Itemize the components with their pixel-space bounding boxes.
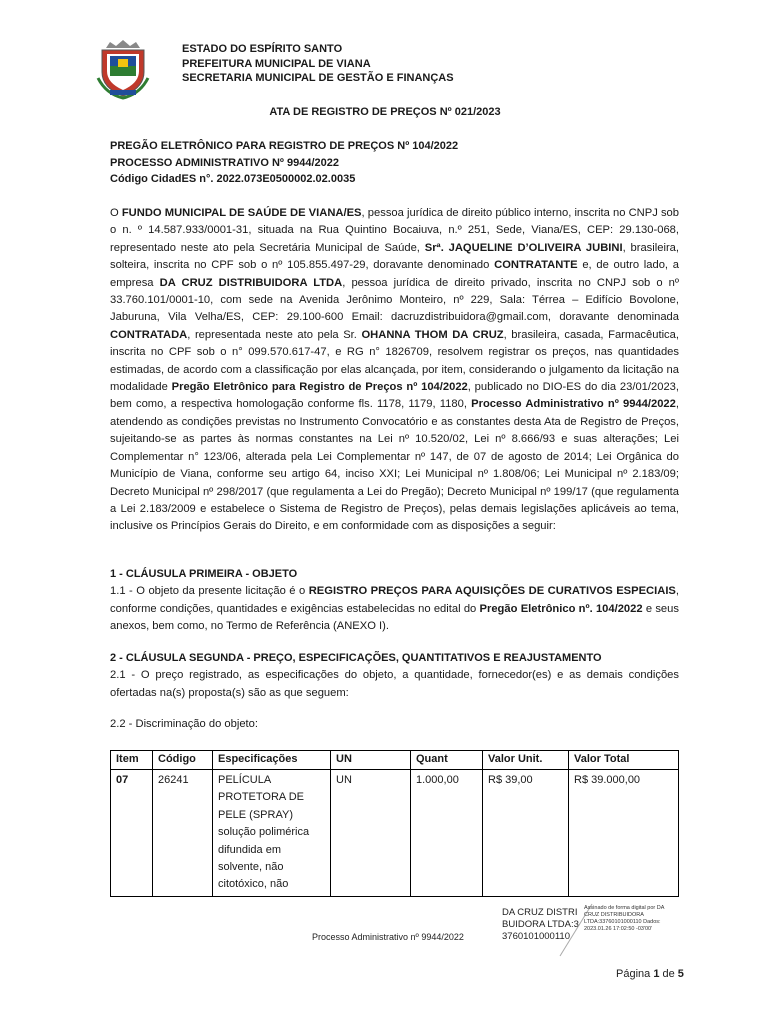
- cell-item: 07: [111, 770, 153, 897]
- object-table: [110, 750, 679, 897]
- ref-processo: PROCESSO ADMINISTRATIVO Nº 9944/2022: [110, 156, 339, 169]
- col-header-codigo: Código: [153, 751, 213, 770]
- clause-one-title: 1 - CLÁUSULA PRIMEIRA - OBJETO: [110, 568, 298, 580]
- header-state: ESTADO DO ESPÍRITO SANTO: [182, 43, 343, 55]
- table-header-row: [111, 751, 679, 770]
- clause-one: [110, 566, 679, 636]
- cell-codigo: 26241: [153, 770, 213, 897]
- page-indicator: Página 1 de 5: [616, 968, 684, 980]
- col-header-valor-total: Valor Total: [569, 751, 679, 770]
- col-header-quant: Quant: [411, 751, 483, 770]
- header-block: [182, 42, 454, 86]
- clause-two-sub: 2.2 - Discriminação do objeto:: [110, 718, 258, 730]
- preamble-paragraph: O FUNDO MUNICIPAL DE SAÚDE DE VIANA/ES, pessoa jurídica de direito público interno, inscrita no CNPJ sob o n. º 14.587.933/0001-31, situada na Rua Quintino Bocaiuva, n.º 251, Sede, Viana/ES, CEP: 29.130-068, representado neste ato pela Secretária Municipal de Saúde, Srª. JAQUELINE D’OLIVEIRA JUBINI, brasileira, solteira, inscrita no CPF sob o nº 105.855.497-29, doravante denominado CONTRATANTE e, de outro lado, a empresa DA CRUZ DISTRIBUIDORA LTDA, pessoa jurídica de direito privado, inscrita no CNPJ sob o nº 33.760.101/0001-10, com sede na Avenida Jerônimo Monteiro, nº 229, Sala: Térrea – Edifício Bovolone, Jaburuna, Vila Velha/ES, CEP: 29.100-600 Email: dacruzdistribuidora@gmail.com, doravante denominada CONTRATADA, representada neste ato pela Sr. OHANNA THOM DA CRUZ, brasileira, casada, Farmacêutica, inscrita no CPF sob o n° 099.570.617-47, e RG n° 1826709, resolvem registrar os preços, nas quantidades estimadas, de acordo com a classificação por elas alcançada, por item, considerando o julgamento da licitação na modalidade Pregão Eletrônico para Registro de Preços nº 104/2022, publicado no DIO-ES do dia 23/01/2023, bem como, a respectiva homologação conforme fls. 1178, 1179, 1180, Processo Administrativo nº 9944/2022, atendendo as condições previstas no Instrumento Convocatório e as constantes desta Ata de Registro de Preços, sujeitando-se as partes às normas constantes na Lei nº 10.520/02, Lei nº 8.666/93 e suas alterações; Lei Complementar n° 123/06, alterada pela Lei Complementar nº 147, de 07 de agosto de 2014; Lei Orgânica do Município de Viana, conforme seu artigo 64, inciso XXI; Lei Municipal nº 1.808/06; Lei Municipal nº 2.183/09; Decreto Municipal nº 298/2017 (que regulamenta a Lei do Pregão); Decreto Municipal nº 199/17 (que regulamenta a Lei 2.183/2009 e estabelece o Sistema de Registro de Preços), pelas demais legislações aplicáveis ao tema, inclusive os Princípios Gerais do Direito, e em conformidade com as disposições a seguir:: [110, 207, 680, 533]
- col-header-valor-unit: Valor Unit.: [483, 751, 569, 770]
- col-header-especificacoes: Especificações: [213, 751, 331, 770]
- municipal-crest-icon: [96, 38, 150, 100]
- header-city: PREFEITURA MUNICIPAL DE VIANA: [182, 57, 371, 70]
- header-department: SECRETARIA MUNICIPAL DE GESTÃO E FINANÇAS: [182, 72, 454, 84]
- cell-total: R$ 39.000,00: [569, 770, 679, 897]
- col-header-un: UN: [331, 751, 411, 770]
- cell-un: UN: [331, 770, 411, 897]
- clause-one-text: 1.1 - O objeto da presente licitação é o REGISTRO PREÇOS PARA AQUISIÇÕES DE CURATIVOS ESPECIAIS, conforme condições, quantidades e exigências estabelecidas no edital do Pregão Eletrônico nº. 104/2022 e seus anexos, bem como, no Termo de Referência (ANEXO I).: [110, 585, 680, 633]
- document-title: ATA DE REGISTRO DE PREÇOS Nº 021/2023: [269, 106, 501, 118]
- cell-quant: 1.000,00: [411, 770, 483, 897]
- cell-unit: R$ 39,00: [483, 770, 569, 897]
- ref-pregao: PREGÃO ELETRÔNICO PARA REGISTRO DE PREÇOS Nº 104/2022: [110, 140, 459, 152]
- clause-two-title: 2 - CLÁUSULA SEGUNDA - PREÇO, ESPECIFICAÇÕES, QUANTITATIVOS E REAJUSTAMENTO: [110, 652, 602, 664]
- clause-two-text: 2.1 - O preço registrado, as especificações do objeto, a quantidade, fornecedor(es) e as demais condições ofertadas na(s) proposta(s) são as que seguem:: [110, 669, 679, 699]
- clause-two: [110, 650, 679, 702]
- cell-spec: PELÍCULA PROTETORA DE PELE (SPRAY) solução polimérica difundida em solvente, não citotóxico, não: [213, 770, 331, 897]
- col-header-item: Item: [111, 751, 153, 770]
- reference-block: [110, 138, 458, 188]
- footer-processo: Processo Administrativo nº 9944/2022: [312, 932, 464, 942]
- digital-signature-block: Assinado de forma digital por DA CRUZ DISTRIBUIDORA LTDA:33760101000110 Dados: 2023.01.26 17:02:50 -03'00': [584, 905, 665, 932]
- ref-codigo: Código CidadES n°. 2022.073E0500002.02.0035: [110, 173, 356, 185]
- signer-name: DA CRUZ DISTRIBUIDORA LTDA:33760101000110: [502, 907, 579, 942]
- table-row: [111, 770, 679, 897]
